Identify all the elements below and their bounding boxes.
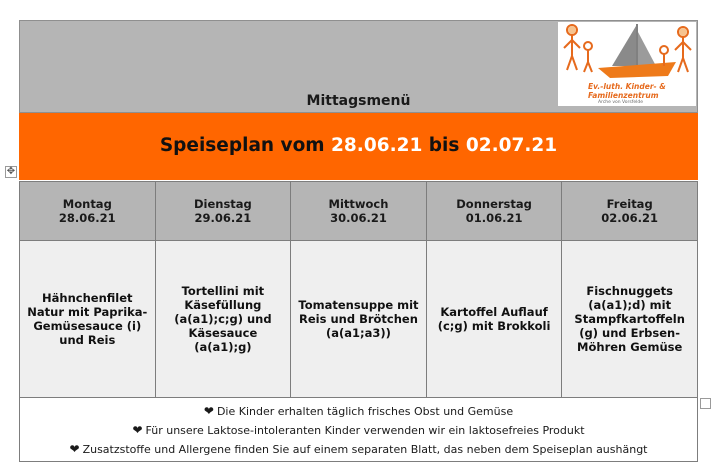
day-header-friday: [562, 182, 697, 240]
meal-wednesday[interactable]: Tomatensuppe mit Reis und Brötchen (a(a1;a3)): [291, 241, 427, 397]
table-move-handle-icon[interactable]: ✥: [6, 166, 16, 177]
day-date: 28.06.21: [58, 211, 116, 225]
day-name: Donnerstag: [456, 197, 532, 211]
menu-title: Mittagsmenü: [306, 93, 411, 109]
note-text: Zusatzstoffe und Allergene finden Sie auf einem separaten Blatt, das neben dem Speiseplan aushängt: [82, 443, 648, 456]
day-date: 30.06.21: [330, 211, 387, 225]
plan-joiner: bis: [428, 135, 460, 156]
note-3[interactable]: [20, 442, 697, 456]
weekday-header-row: [19, 181, 698, 241]
meal-friday[interactable]: Fischnuggets (a(a1);d) mit Stampfkartoffeln (g) und Erbsen-Möhren Gemüse: [574, 284, 685, 354]
day-name: Dienstag: [193, 197, 252, 211]
day-header-tuesday: [156, 182, 292, 240]
day-date: 29.06.21: [194, 211, 252, 225]
logo-line-2: Familienzentrum: [588, 91, 659, 100]
meal-monday[interactable]: Hähnchenfilet Natur mit Paprika-Gemüsesauce (i) und Reis: [20, 241, 156, 397]
day-header-thursday: [427, 182, 563, 240]
heart-icon: ❤: [132, 423, 143, 437]
note-text: Die Kinder erhalten täglich frisches Obst und Gemüse: [216, 405, 514, 418]
plan-banner: [19, 113, 698, 180]
note-2[interactable]: [20, 423, 697, 437]
day-name: Mittwoch: [328, 197, 389, 211]
logo-subtitle: Arche von Vorsfelde: [598, 100, 643, 105]
day-header-wednesday: [291, 182, 427, 240]
plan-to-date: 02.07.21: [465, 135, 558, 156]
note-text: Für unsere Laktose-intoleranten Kinder verwenden wir ein laktosefreies Produkt: [145, 424, 585, 437]
logo: [558, 22, 696, 106]
day-date: 01.06.21: [465, 211, 523, 225]
table-resize-handle-icon[interactable]: [700, 398, 711, 409]
heart-icon: ❤: [69, 442, 80, 456]
heart-icon: ❤: [203, 404, 214, 418]
meals-row: [19, 241, 698, 398]
notes-box: [19, 398, 698, 462]
plan-prefix: Speiseplan vom: [159, 135, 325, 156]
note-1[interactable]: [20, 404, 697, 418]
family-boat-logo-icon: [558, 22, 696, 82]
day-name: Montag: [62, 197, 112, 211]
meal-tuesday[interactable]: Tortellini mit Käsefüllung (a(a1);c;g) und Käsesauce (a(a1);g): [156, 241, 292, 397]
day-header-monday: [20, 182, 156, 240]
meal-thursday[interactable]: Kartoffel Auflauf (c;g) mit Brokkoli: [427, 241, 563, 397]
day-name: Freitag: [606, 197, 653, 211]
logo-line-1: Ev.-luth. Kinder- &: [588, 82, 666, 91]
plan-from-date: 28.06.21: [331, 135, 423, 156]
day-date: 02.06.21: [601, 211, 659, 225]
plan-title: [19, 135, 698, 156]
